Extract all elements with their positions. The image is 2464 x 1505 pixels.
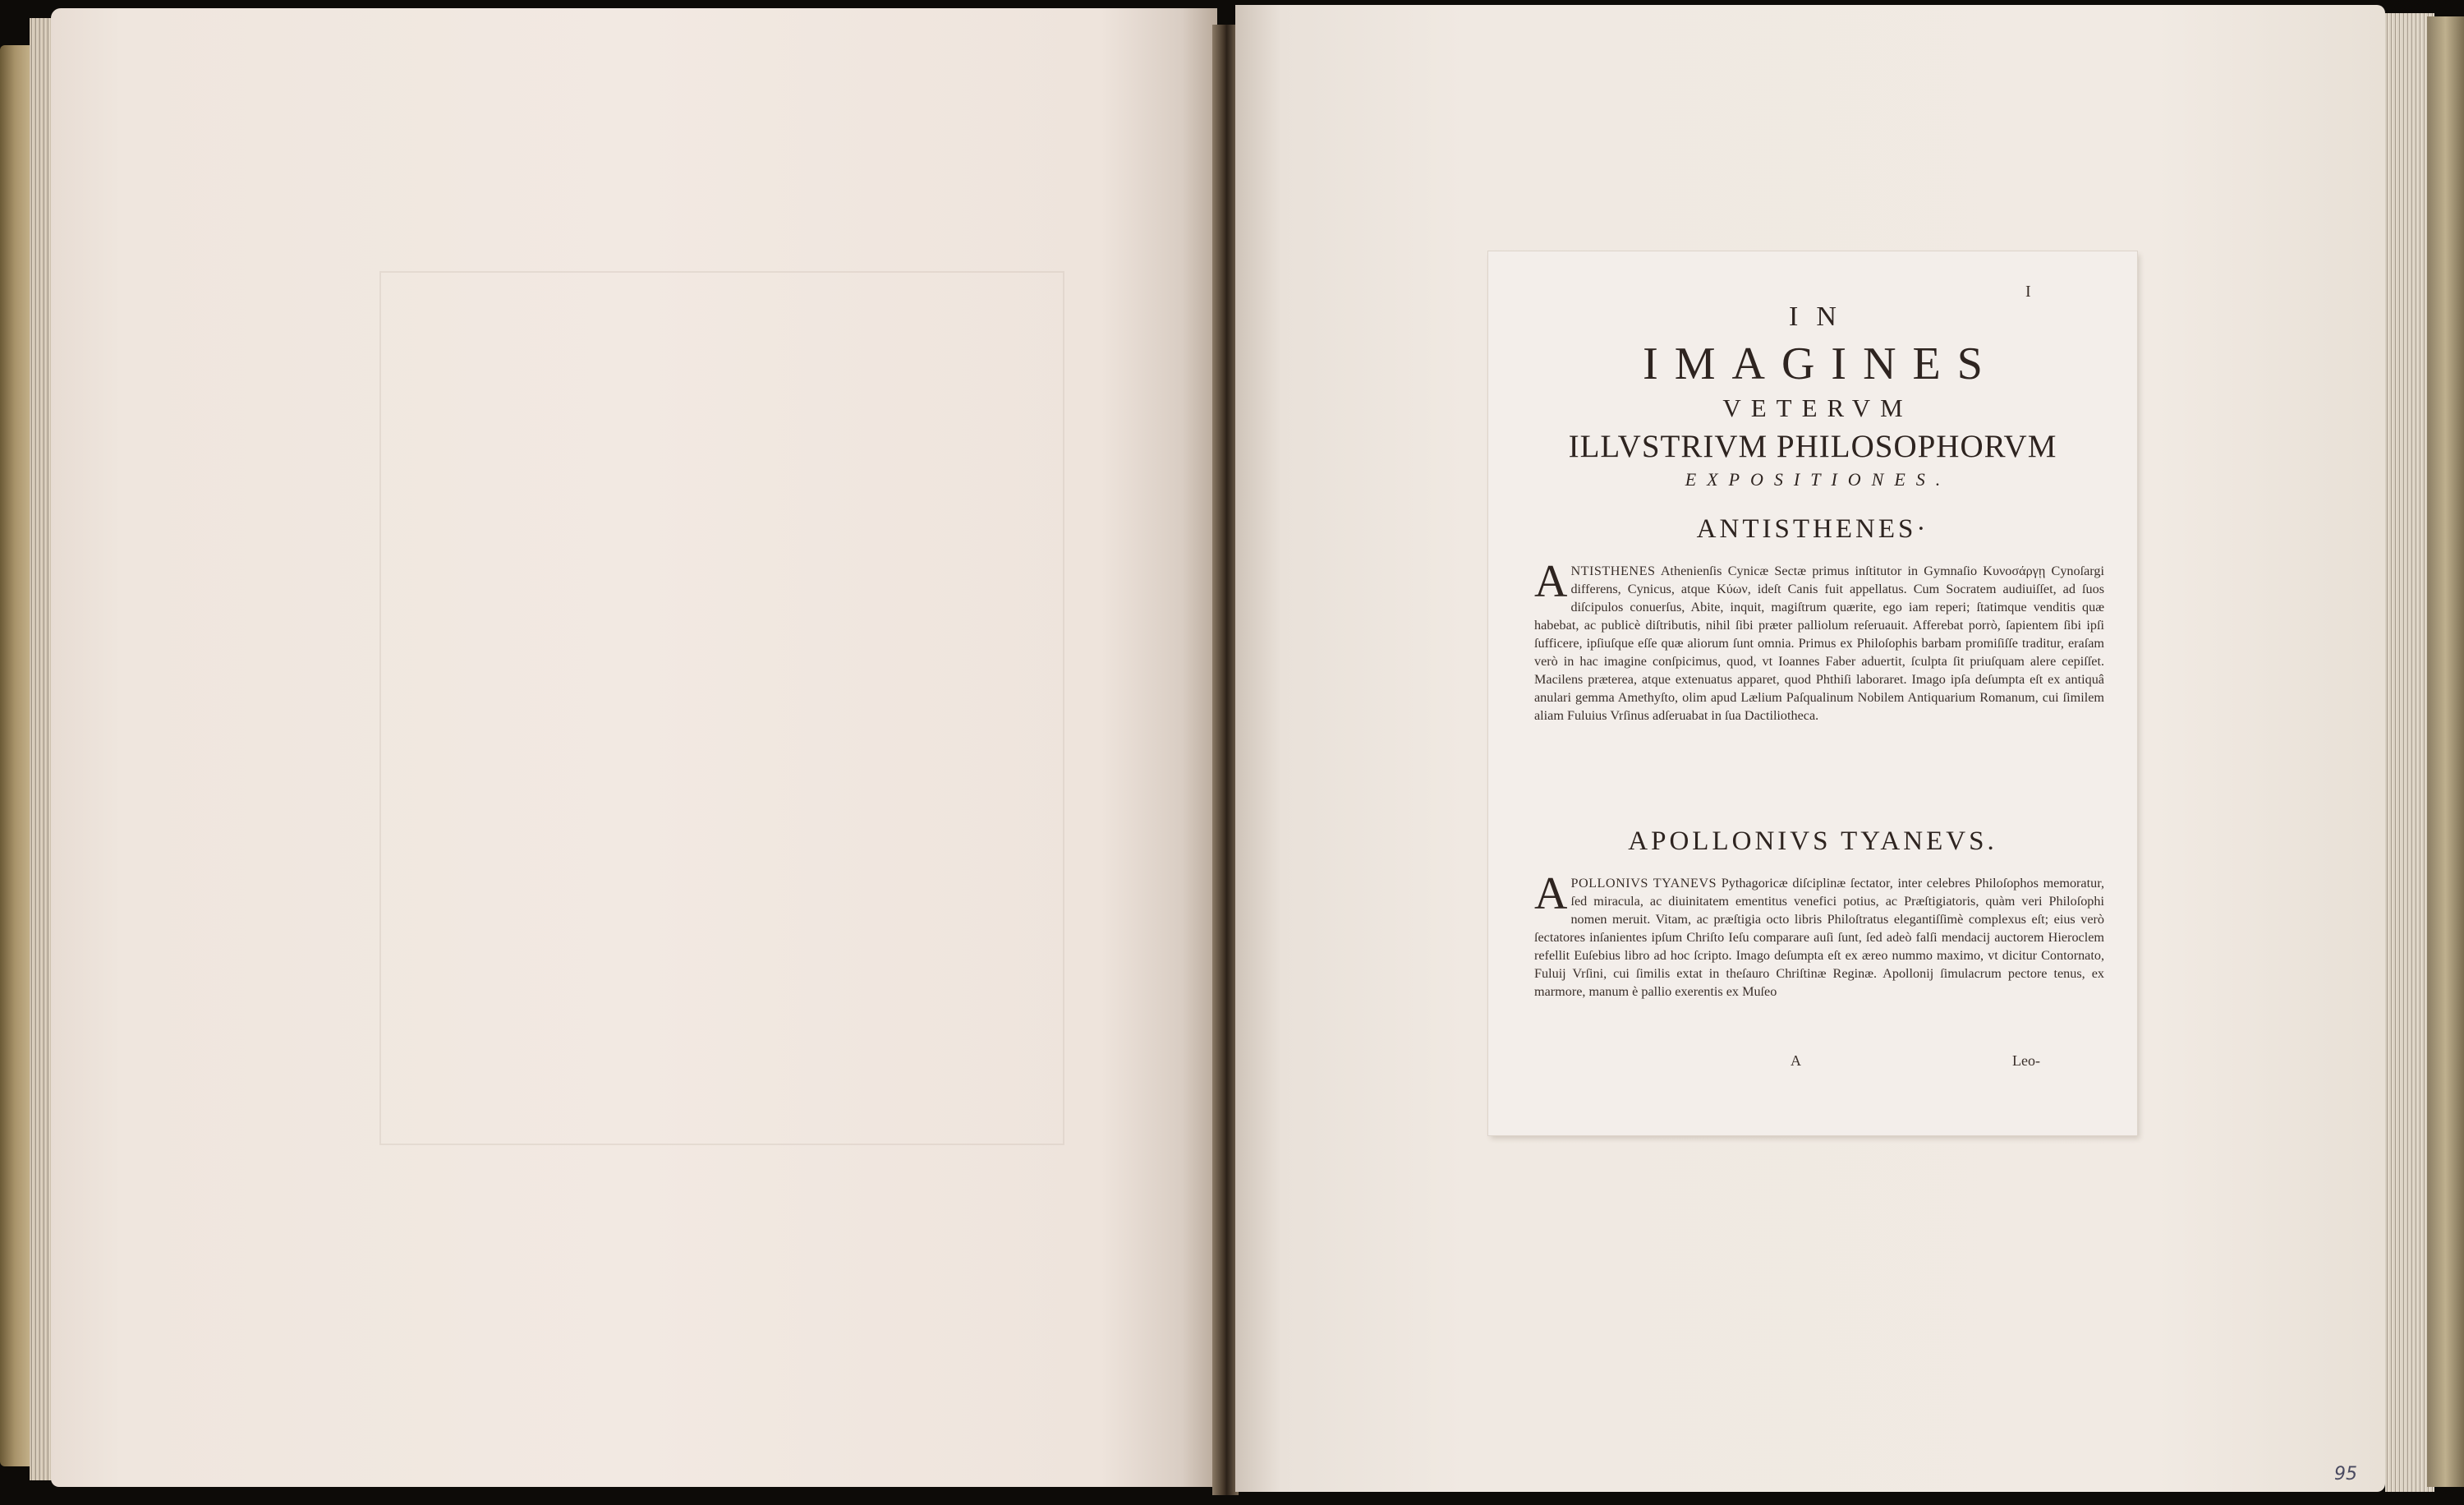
title-line-veterum: VETERVM (1722, 394, 1913, 422)
title-line-illustrium: ILLVSTRIVM PHILOSOPHORVM (1568, 429, 2057, 464)
catchword: Leo- (2012, 1052, 2040, 1069)
paragraph-body: Athenienſis Cynicæ Sectæ primus inſtitutor in Gymnaſio Κυνοσάργῃ Cynoſargi differens, Cynicus, atque Κύων, ideſt Canis fuit appellatus. Cum Socratem audiuiſſet, ad ſuos diſcipulos conuerſus, Abite, inquit, magiſtrum quærite, ego iam reperi; ſtatimque venditis quæ habebat, ac publicè diſtributis, nihil ſibi præter palliolum reſeruauit. Afferebat porrò, ſapientem ſibi ipſi ſufficere, ipſiuſque eſſe quæ aliorum ſunt omnia. Primus ex Philoſophis barbam promiſiſſe traditur, eraſam verò in hac imagine conſpicimus, quod, vt Ioannes Faber aduertit, ſculpta ſit priuſquam alere cepiſſet. Macilens præterea, atque extenuatus apparet, quod Phthiſi laboraret. Imago ipſa deſumpta eſt ex antiquâ anulari gemma Amethyſto, olim apud Lælium Paſqualinum Nobilem Antiquarium Romanum, cui ſimilem aliam Fuluius Vrſinus adſeruabat in ſua Dactiliotheca. (1534, 564, 2104, 723)
section-text-apollonius (1534, 868, 2104, 1001)
drop-cap: A (1534, 556, 1568, 607)
left-blank-page (51, 8, 1217, 1487)
title-line-expositiones: EXPOSITIONES. (1685, 469, 1951, 490)
lead-in: POLLONIVS TYANEVS (1570, 876, 1717, 891)
drop-cap: A (1534, 868, 1568, 919)
title-line-imagines: IMAGINES (1643, 338, 1999, 389)
section-text-antisthenes (1534, 556, 2104, 725)
folio-number: I (2025, 283, 2031, 301)
section-heading-antisthenes: ANTISTHENES· (1696, 514, 1929, 544)
pencil-page-number: 95 (2334, 1464, 2357, 1484)
title-line-in: IN (1789, 301, 1855, 332)
lead-in: NTISTHENES (1570, 564, 1656, 578)
paragraph-body: Pythagoricæ diſciplinæ ſectator, inter celebres Philoſophos memoratur, ſed miracula, ac diuinitatem ementitus venefici potius, ac Præſtigiatoris, quàm veri Philoſophi nomen meruit. Vitam, ac præſtigia octo libris Philoſtratus elegantiſſimè complexus eſt; eius verò ſectatores inſanientes ipſum Chriſto Ieſu comparare auſi ſunt, ſed adeò falſi mendacij auctorem Hieroclem refellit Euſebius libro ad hoc ſcripto. Imago deſumpta eſt ex æreo nummo maximo, vt dicitur Contornato, Fuluij Vrſini, cui ſimilis extat in theſauro Chriſtinæ Reginæ. Apollonij ſimulacrum pectore tenus, ex marmore, manum è pallio exerentis ex Muſeo (1534, 876, 2104, 999)
title-block (1488, 301, 2137, 491)
show-through-frame (379, 271, 1064, 1145)
right-binding (2427, 16, 2464, 1487)
section-heading-apollonius: APOLLONIVS TYANEVS. (1628, 826, 1997, 856)
signature-mark: A (1791, 1052, 1801, 1069)
printed-sheet (1488, 251, 2137, 1135)
